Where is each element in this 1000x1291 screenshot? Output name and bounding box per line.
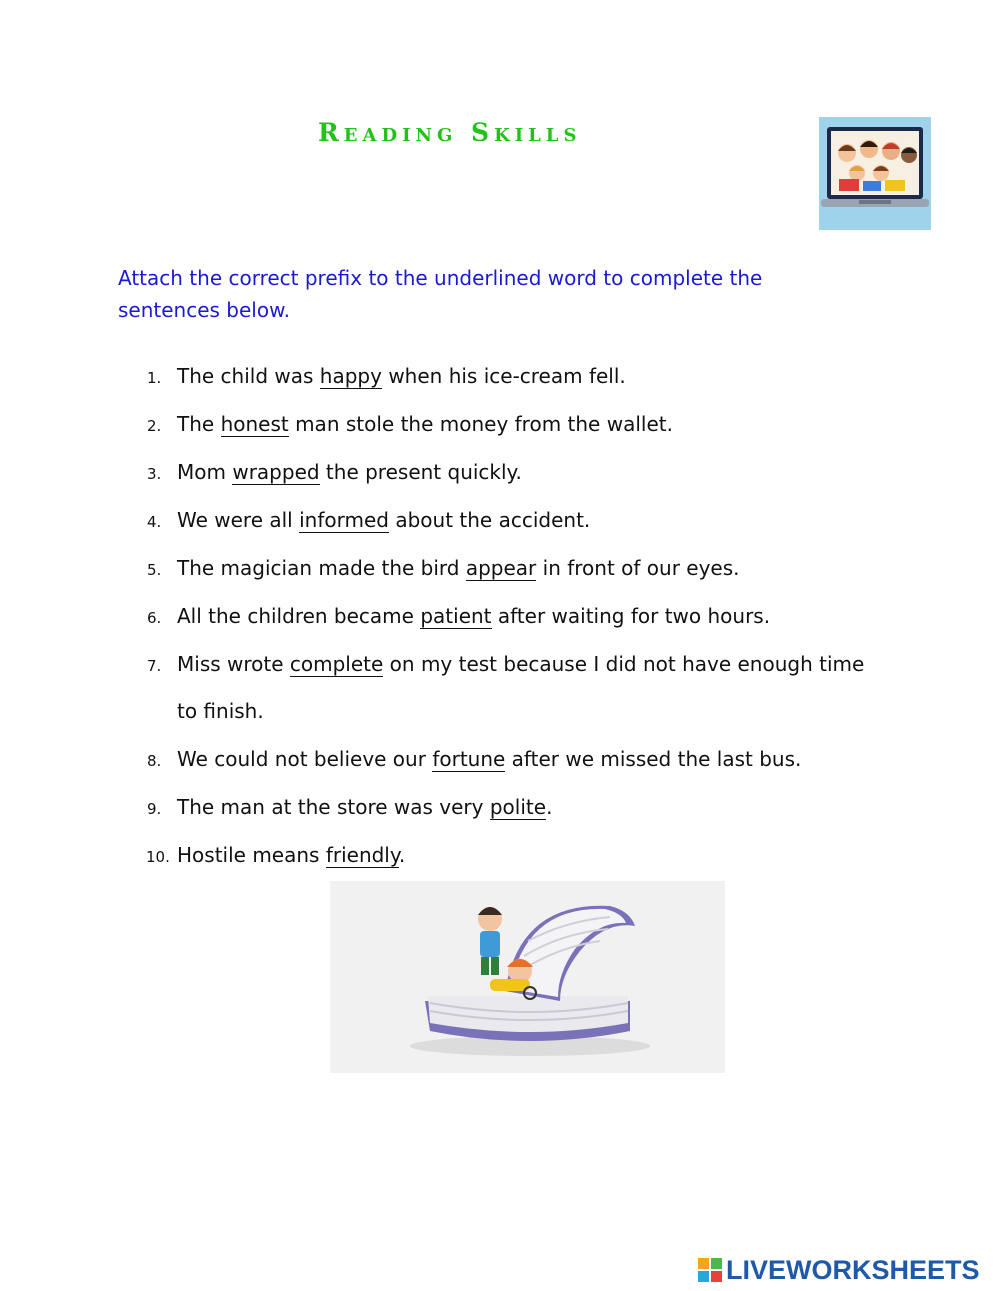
sentence-text: about the accident. [388, 508, 591, 532]
item-number: 9. [147, 800, 162, 818]
sentence-text: The magician made the bird [177, 556, 466, 580]
underlined-word: informed [299, 508, 389, 532]
sentence [177, 545, 867, 592]
sentence-text: We were all [177, 508, 300, 532]
item-number: 1. [147, 369, 162, 387]
sentence [177, 832, 867, 879]
underlined-word: happy [319, 364, 382, 388]
sentence [177, 641, 867, 735]
sentence-text: . [398, 843, 406, 867]
logo-blocks-icon [698, 1258, 722, 1282]
sentence-text: . [546, 795, 553, 819]
underlined-word: fortune [432, 747, 506, 771]
underlined-word: polite [489, 795, 547, 819]
children-reading-laptop-icon [819, 117, 931, 230]
item-number: 2. [147, 417, 162, 435]
underlined-word: wrapped [232, 460, 320, 484]
sentence-text: Miss wrote [177, 652, 290, 676]
item-number: 8. [147, 752, 162, 770]
sentence [177, 784, 867, 831]
sentence-text: after waiting for two hours. [491, 604, 771, 628]
sentence [177, 736, 867, 783]
sentence-text: when his ice-cream fell. [381, 364, 626, 388]
children-on-book-icon [330, 881, 725, 1073]
item-number: 7. [147, 657, 162, 675]
sentence [177, 401, 867, 448]
sentence [177, 449, 867, 496]
instructions: Attach the correct prefix to the underlined word to complete the sentences below. [118, 266, 763, 322]
sentence-text: Mom [177, 460, 233, 484]
sentence-text: We could not believe our [177, 747, 433, 771]
underlined-word: honest [220, 412, 289, 436]
sentence-text: on my test because I did not have enough time to finish. [177, 652, 865, 723]
sentence-text: All the children became [177, 604, 421, 628]
sentence-text: Hostile means [177, 843, 326, 867]
sentence-text: The [177, 412, 221, 436]
underlined-word: appear [465, 556, 537, 580]
underlined-word: patient [420, 604, 492, 628]
item-number: 4. [147, 513, 162, 531]
page-title: Reading Skills [318, 118, 582, 147]
sentence-text: man stole the money from the wallet. [288, 412, 673, 436]
sentence-text: The child was [177, 364, 320, 388]
item-number: 3. [147, 465, 162, 483]
item-number: 5. [147, 561, 162, 579]
sentence-text: in front of our eyes. [536, 556, 740, 580]
liveworksheets-logo [698, 1255, 980, 1285]
underlined-word: friendly [325, 843, 399, 867]
sentence [177, 497, 867, 544]
item-number: 6. [147, 609, 162, 627]
sentence [177, 353, 867, 400]
sentence-text: The man at the store was very [177, 795, 490, 819]
sentence-text: after we missed the last bus. [505, 747, 802, 771]
sentence [177, 593, 867, 640]
item-number: 10. [146, 848, 170, 866]
sentence-text: the present quickly. [319, 460, 522, 484]
underlined-word: complete [289, 652, 384, 676]
logo-text: LIVEWORKSHEETS [726, 1254, 980, 1285]
